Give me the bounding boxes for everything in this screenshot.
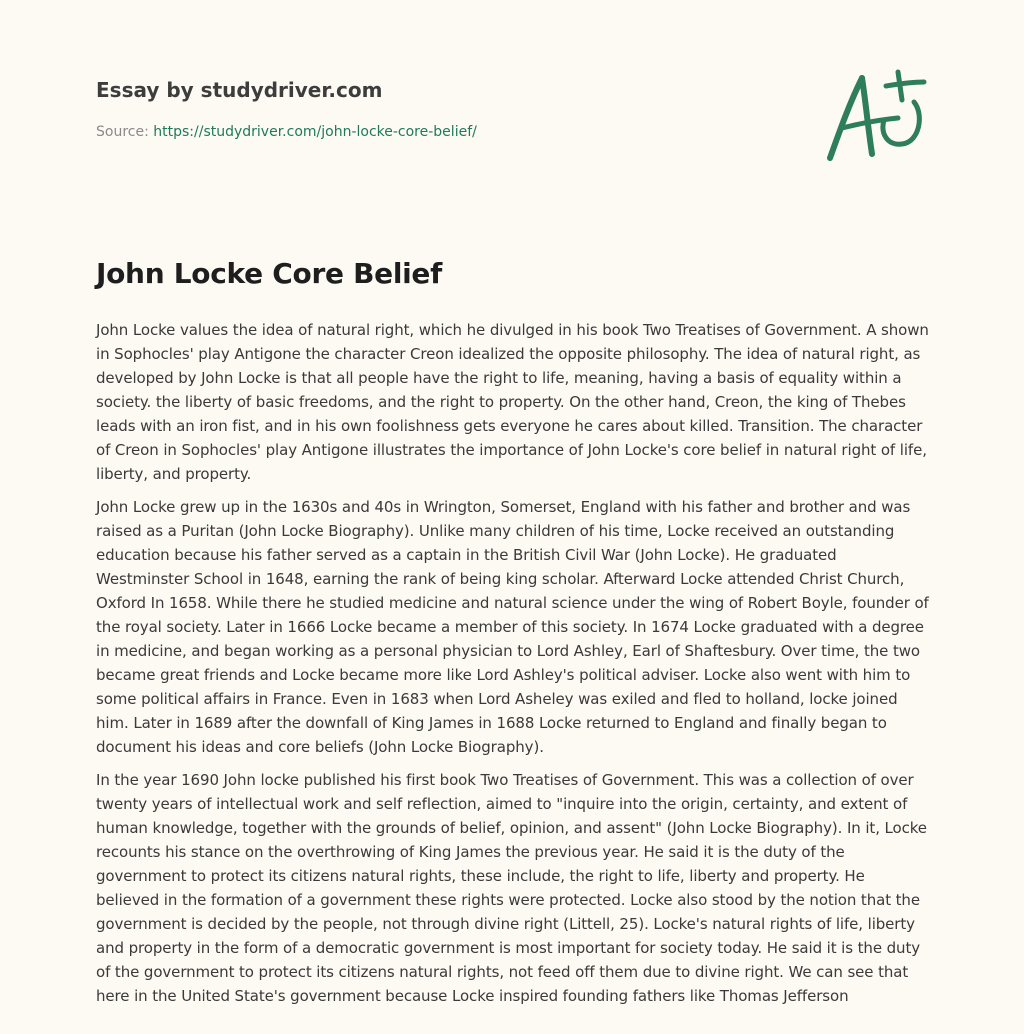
- page-header: [96, 76, 796, 142]
- source-link[interactable]: https://studydriver.com/john-locke-core-belief/: [153, 124, 477, 140]
- essay-paragraph-3: In the year 1690 John locke published his first book Two Treatises of Government. This was a collection of over twenty years of intellectual work and self reflection, aimed to "inquire into the origin, certainty, and extent of human knowledge, together with the grounds of belief, opinion, and assent" (John Locke Biography). In it, Locke recounts his stance on the overthrowing of King James the previous year. He said it is the duty of the government to protect its citizens natural rights, these include, the right to life, liberty and property. He believed in the formation of a government these rights were protected. Locke also stood by the notion that the government is decided by the people, not through divine right (Littell, 25). Locke's natural rights of life, liberty and property in the form of a democratic government is most important for society today. He said it is the duty of the government to protect its citizens natural rights, not feed off them due to divine right. We can see that here in the United State's government because Locke inspired founding fathers like Thomas Jefferson: [96, 771, 927, 1005]
- site-title: Essay by studydriver.com: [96, 78, 383, 102]
- source-label: Source:: [96, 124, 154, 140]
- a-plus-logo-icon: [818, 64, 930, 164]
- essay-title: John Locke Core Belief: [96, 257, 442, 290]
- source-line: [96, 122, 796, 142]
- essay-paragraph-2: John Locke grew up in the 1630s and 40s in Wrington, Somerset, England with his father and brother and was raised as a Puritan (John Locke Biography). Unlike many children of his time, Locke received an outstanding education because his father served as a captain in the British Civil War (John Locke). He graduated Westminster School in 1648, earning the rank of being king scholar. Afterward Locke attended Christ Church, Oxford In 1658. While there he studied medicine and natural science under the wing of Robert Boyle, founder of the royal society. Later in 1666 Locke became a member of this society. In 1674 Locke graduated with a degree in medicine, and began working as a personal physician to Lord Ashley, Earl of Shaftesbury. Over time, the two became great friends and Locke became more like Lord Ashley's political adviser. Locke also went with him to some political affairs in France. Even in 1683 when Lord Asheley was exiled and fled to holland, locke joined him. Later in 1689 after the downfall of King James in 1688 Locke returned to England and finally began to document his ideas and core beliefs (John Locke Biography).: [96, 498, 929, 756]
- essay-body: [96, 252, 932, 1017]
- essay-paragraph-1: John Locke values the idea of natural right, which he divulged in his book Two Treatises of Government. A shown in Sophocles' play Antigone the character Creon idealized the opposite philosophy. The idea of natural right, as developed by John Locke is that all people have the right to life, meaning, having a basis of equality within a society. the liberty of basic freedoms, and the right to property. On the other hand, Creon, the king of Thebes leads with an iron fist, and in his own foolishness gets everyone he cares about killed. Transition. The character of Creon in Sophocles' play Antigone illustrates the importance of John Locke's core belief in natural right of life, liberty, and property.: [96, 321, 929, 483]
